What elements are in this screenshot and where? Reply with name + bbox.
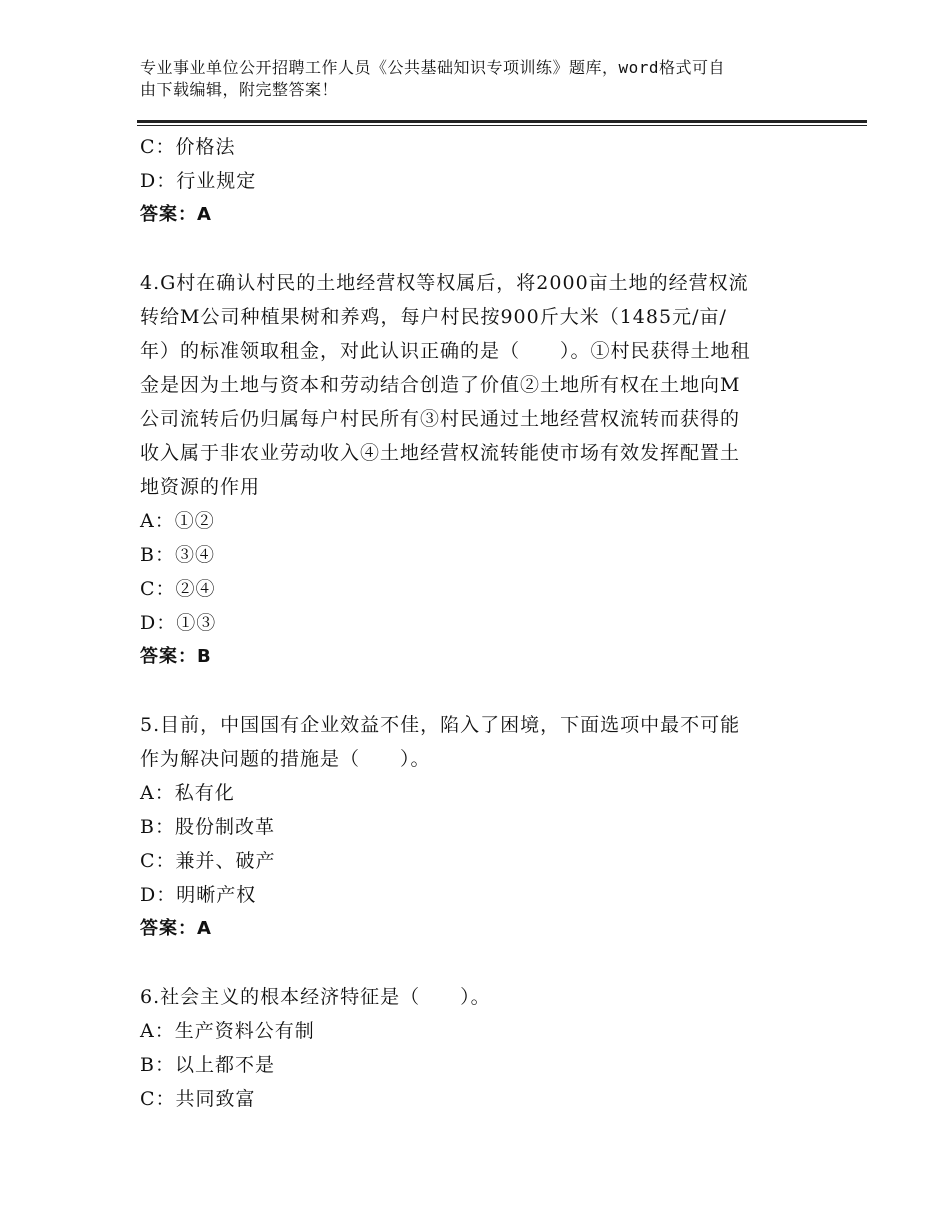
document-body	[140, 130, 820, 1116]
option-c: C：价格法	[140, 136, 236, 158]
question-5	[140, 708, 820, 946]
answer-line: 答案：B	[140, 646, 212, 667]
question-stem-line: 4.G村在确认村民的土地经营权等权属后，将2000亩土地的经营权流	[140, 272, 749, 294]
option-c: C：共同致富	[140, 1088, 256, 1110]
answer-line: 答案：A	[140, 918, 212, 939]
question-stem-line: 转给M公司种植果树和养鸡，每户村民按900斤大米（1485元/亩/	[140, 306, 727, 328]
option-c: C：兼并、破产	[140, 850, 276, 872]
page-header	[140, 57, 820, 101]
header-rule-thin	[137, 125, 867, 126]
option-a: A：①②	[140, 510, 215, 532]
option-d: D：①③	[140, 612, 217, 634]
option-b: B：以上都不是	[140, 1054, 275, 1076]
question-3-tail	[140, 130, 820, 232]
question-stem-line: 地资源的作用	[140, 476, 261, 498]
option-d: D：行业规定	[140, 170, 257, 192]
option-a: A：私有化	[140, 782, 235, 804]
header-rule-thick	[137, 120, 867, 123]
option-c: C：②④	[140, 578, 216, 600]
question-stem-line: 年）的标准领取租金，对此认识正确的是（ ）。①村民获得土地租	[140, 340, 751, 362]
header-line-1: 专业事业单位公开招聘工作人员《公共基础知识专项训练》题库，word格式可自	[140, 58, 726, 77]
answer-line: 答案：A	[140, 204, 212, 225]
question-stem-line: 作为解决问题的措施是（ ）。	[140, 748, 431, 770]
question-stem-line: 6.社会主义的根本经济特征是（ ）。	[140, 986, 491, 1008]
question-stem-line: 5.目前，中国国有企业效益不佳，陷入了困境，下面选项中最不可能	[140, 714, 741, 736]
question-stem-line: 公司流转后仍归属每户村民所有③村民通过土地经营权流转而获得的	[140, 408, 741, 430]
question-stem-line: 金是因为土地与资本和劳动结合创造了价值②土地所有权在土地向M	[140, 374, 741, 396]
question-4	[140, 266, 820, 674]
option-b: B：股份制改革	[140, 816, 275, 838]
option-b: B：③④	[140, 544, 215, 566]
question-6	[140, 980, 820, 1116]
option-d: D：明晰产权	[140, 884, 257, 906]
question-stem-line: 收入属于非农业劳动收入④土地经营权流转能使市场有效发挥配置土	[140, 442, 741, 464]
header-line-2: 由下载编辑，附完整答案！	[140, 80, 339, 99]
option-a: A：生产资料公有制	[140, 1020, 315, 1042]
